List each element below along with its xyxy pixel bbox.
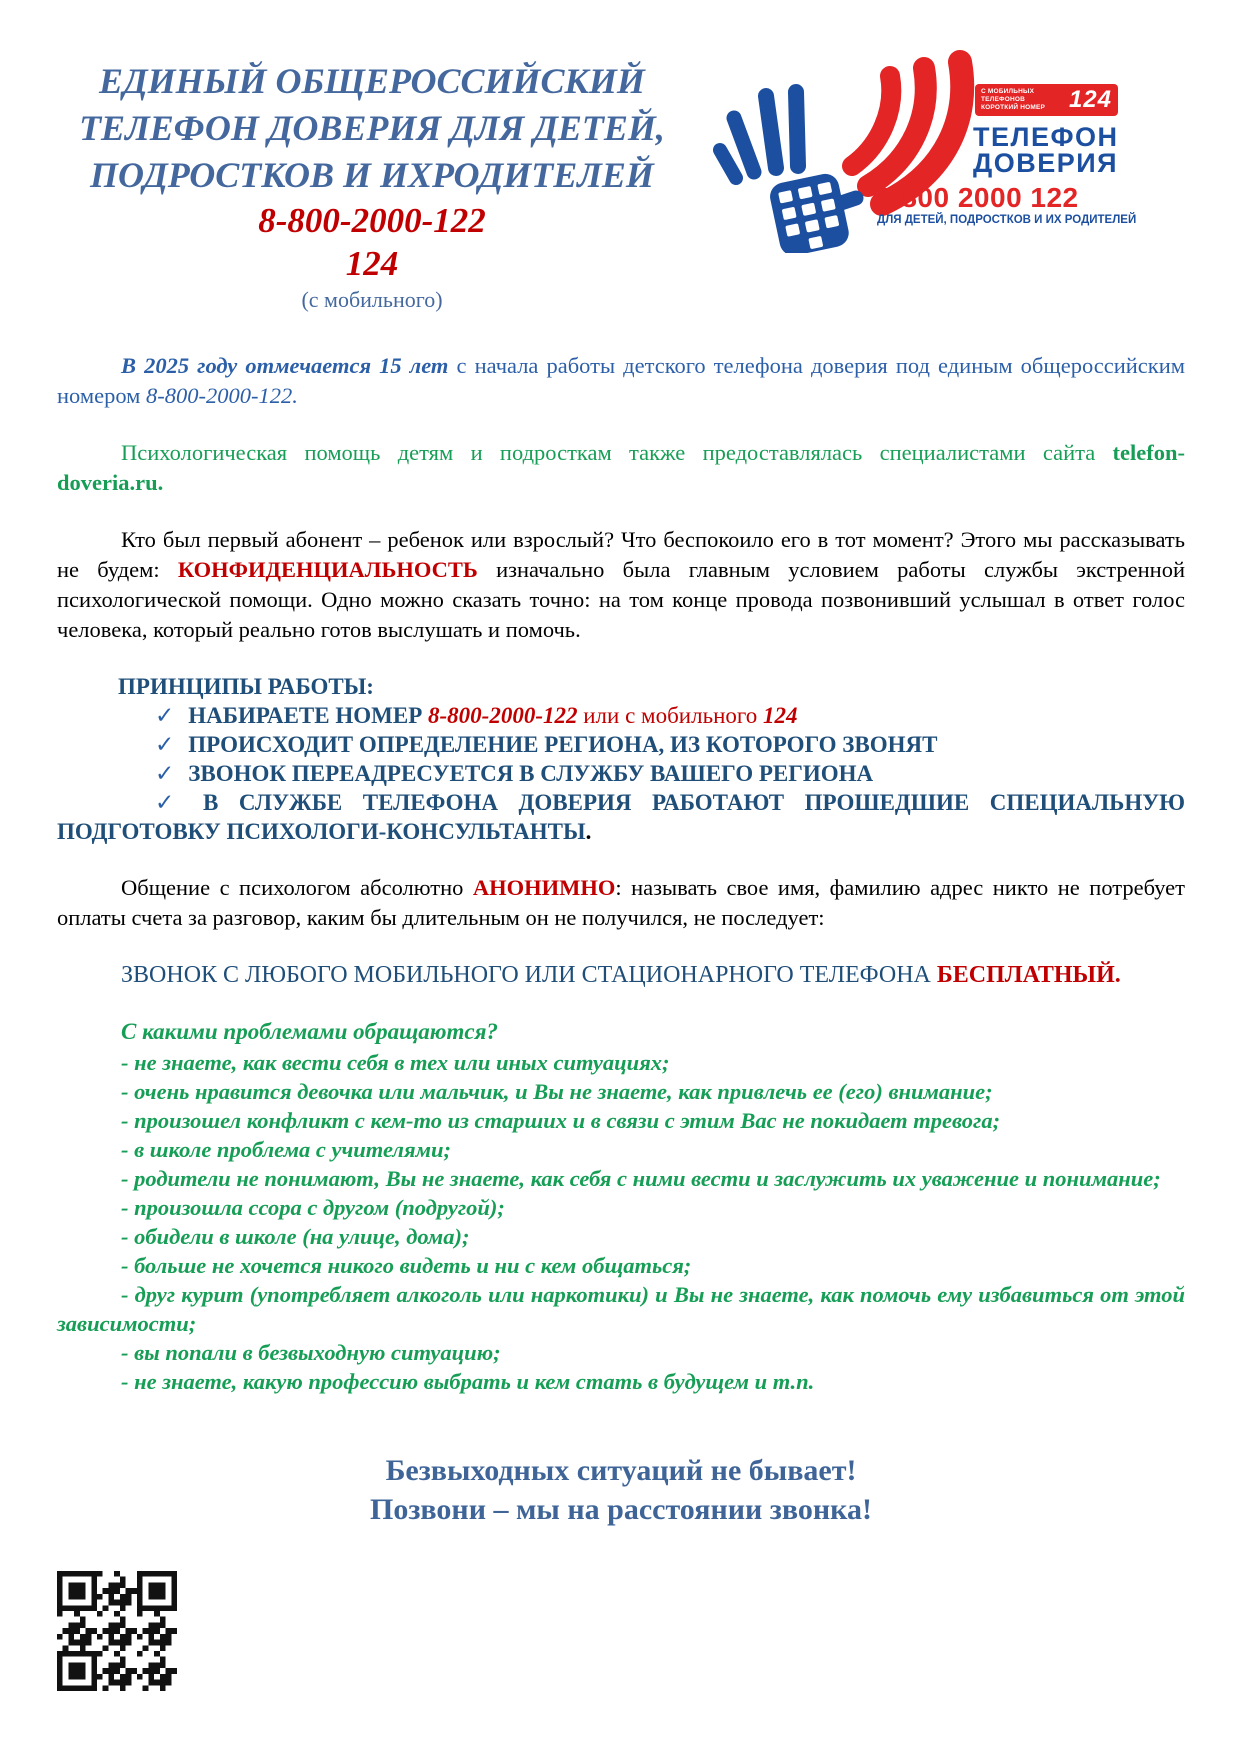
anonymity-text-a: Общение с психологом абсолютно <box>121 875 473 900</box>
problem-item: - родители не понимают, Вы не знаете, как себя с ними вести и заслужить их уважение и понимание; <box>121 1166 1161 1191</box>
principle-mobile-note: или с мобильного <box>577 703 763 728</box>
principle-item <box>57 788 1185 846</box>
check-icon: ✓ <box>155 790 190 815</box>
principle-item-period: . <box>585 819 592 844</box>
problem-item: - обидели в школе (на улице, дома); <box>121 1224 470 1249</box>
problem-item: - друг курит (употребляет алкоголь или наркотики) и Вы не знаете, как помочь ему избавиться от этой зависимости; <box>57 1282 1185 1336</box>
principle-item <box>57 730 1185 759</box>
check-icon: ✓ <box>155 761 175 786</box>
logo-phone-number: 8 800 2000 122 <box>877 182 1079 213</box>
short-number-badge <box>975 84 1118 116</box>
helpline-logo <box>668 48 1137 253</box>
first-caller-text-b: изначально была главным условием работы службы экстренной психологической помощи. Одно можно сказать точно: на том конце провода позвонивший услышал в ответ голос человека, который реально готов выслушать и помочь. <box>57 557 1186 642</box>
principles-section <box>57 672 1185 846</box>
main-phone-number: 8-800-2000-122 <box>258 201 486 240</box>
site-help-text: Психологическая помощь детям и подросткам также предоставлялась специалистами сайта <box>121 440 1113 465</box>
anonymous-highlight: АНОНИМНО <box>472 875 616 900</box>
problem-item: - не знаете, какую профессию выбрать и кем стать в будущем и т.п. <box>121 1369 815 1394</box>
free-period: . <box>1114 962 1121 988</box>
page-title-line: ТЕЛЕФОН ДОВЕРИЯ ДЛЯ ДЕТЕЙ, <box>79 108 665 148</box>
site-link-text: telefon-doveria.ru. <box>57 440 1185 495</box>
badge-caption: С МОБИЛЬНЫХ ТЕЛЕФОНОВ КОРОТКИЙ НОМЕР <box>981 88 1046 111</box>
anonymity-text-b: : называть свое имя, фамилию адрес никто не потребует оплаты счета за разговор, каким бы длительным он не получился, не последует: <box>57 875 1185 930</box>
problem-item: - очень нравится девочка или мальчик, и Вы не знаете, как привлечь ее (его) внимание; <box>121 1079 993 1104</box>
logo-tagline: ДЛЯ ДЕТЕЙ, ПОДРОСТКОВ И ИХ РОДИТЕЛЕЙ <box>877 214 1137 226</box>
mobile-note: (с мобильного) <box>301 287 443 312</box>
page-title-line: ПОДРОСТКОВ И ИХРОДИТЕЛЕЙ <box>90 155 654 195</box>
first-caller-text-a: Кто был первый абонент – ребенок или взрослый? Что беспокоило его в тот момент? Этого мы рассказывать не будем: <box>57 527 1185 582</box>
problems-heading: С какими проблемами обращаются? <box>121 1019 498 1044</box>
first-caller-paragraph <box>57 525 1185 645</box>
confidentiality-highlight: КОНФИДЕНЦИАЛЬНОСТЬ <box>177 557 478 582</box>
logo-wordmark: ТЕЛЕФОН ДОВЕРИЯ <box>973 122 1119 178</box>
hand-icon <box>720 92 856 253</box>
header <box>57 48 1185 315</box>
slogan-line: Безвыходных ситуаций не бывает! <box>385 1454 857 1487</box>
principles-heading: ПРИНЦИПЫ РАБОТЫ: <box>118 674 374 699</box>
slogan-line: Позвони – мы на расстоянии звонка! <box>370 1493 872 1526</box>
principle-item-text: ПРОИСХОДИТ ОПРЕДЕЛЕНИЕ РЕГИОНА, ИЗ КОТОРОГО ЗВОНЯТ <box>188 732 938 757</box>
problem-item: - вы попали в безвыходную ситуацию; <box>121 1340 501 1365</box>
page-title-line: ЕДИНЫЙ ОБЩЕРОССИЙСКИЙ <box>99 61 645 101</box>
badge-number: 124 <box>1068 86 1112 113</box>
intro-lead: В 2025 году отмечается 15 лет <box>121 353 449 378</box>
anonymity-paragraph <box>57 873 1185 933</box>
principle-item-text: НАБИРАЕТЕ НОМЕР <box>188 703 428 728</box>
footer-slogan <box>57 1451 1185 1529</box>
free-highlight: БЕСПЛАТНЫЙ <box>936 962 1115 988</box>
check-icon: ✓ <box>155 732 175 757</box>
title-block <box>77 48 667 315</box>
qr-code <box>57 1571 177 1691</box>
short-phone-number: 124 <box>345 244 399 283</box>
site-help-paragraph <box>57 438 1185 498</box>
free-call-line <box>57 960 1185 990</box>
principle-phone: 8-800-2000-122 <box>428 703 578 728</box>
problem-item: - больше не хочется никого видеть и ни с кем общаться; <box>121 1253 692 1278</box>
problem-item: - произошел конфликт с кем-то из старших и в связи с этим Вас не покидает тревога; <box>121 1108 1001 1133</box>
principle-item-text: В СЛУЖБЕ ТЕЛЕФОНА ДОВЕРИЯ РАБОТАЮТ ПРОШЕДШИЕ СПЕЦИАЛЬНУЮ ПОДГОТОВКУ ПСИХОЛОГИ-КОНСУЛЬТАНТЫ <box>57 790 1185 844</box>
intro-paragraph <box>57 351 1185 411</box>
check-icon: ✓ <box>155 703 175 728</box>
principle-item-text: ЗВОНОК ПЕРЕАДРЕСУЕТСЯ В СЛУЖБУ ВАШЕГО РЕГИОНА <box>188 761 874 786</box>
intro-phone: 8-800-2000-122. <box>146 383 298 408</box>
principle-item <box>57 759 1185 788</box>
problem-item: - не знаете, как вести себя в тех или иных ситуациях; <box>121 1050 670 1075</box>
problem-item: - произошла ссора с другом (подругой); <box>121 1195 505 1220</box>
principle-item <box>57 701 1185 730</box>
problem-item: - в школе проблема с учителями; <box>121 1137 451 1162</box>
principle-short-number: 124 <box>763 703 798 728</box>
free-call-text: ЗВОНОК С ЛЮБОГО МОБИЛЬНОГО ИЛИ СТАЦИОНАРНОГО ТЕЛЕФОНА <box>121 962 937 988</box>
intro-rest: с начала работы детского телефона доверия под единым общероссийским номером <box>57 353 1186 408</box>
